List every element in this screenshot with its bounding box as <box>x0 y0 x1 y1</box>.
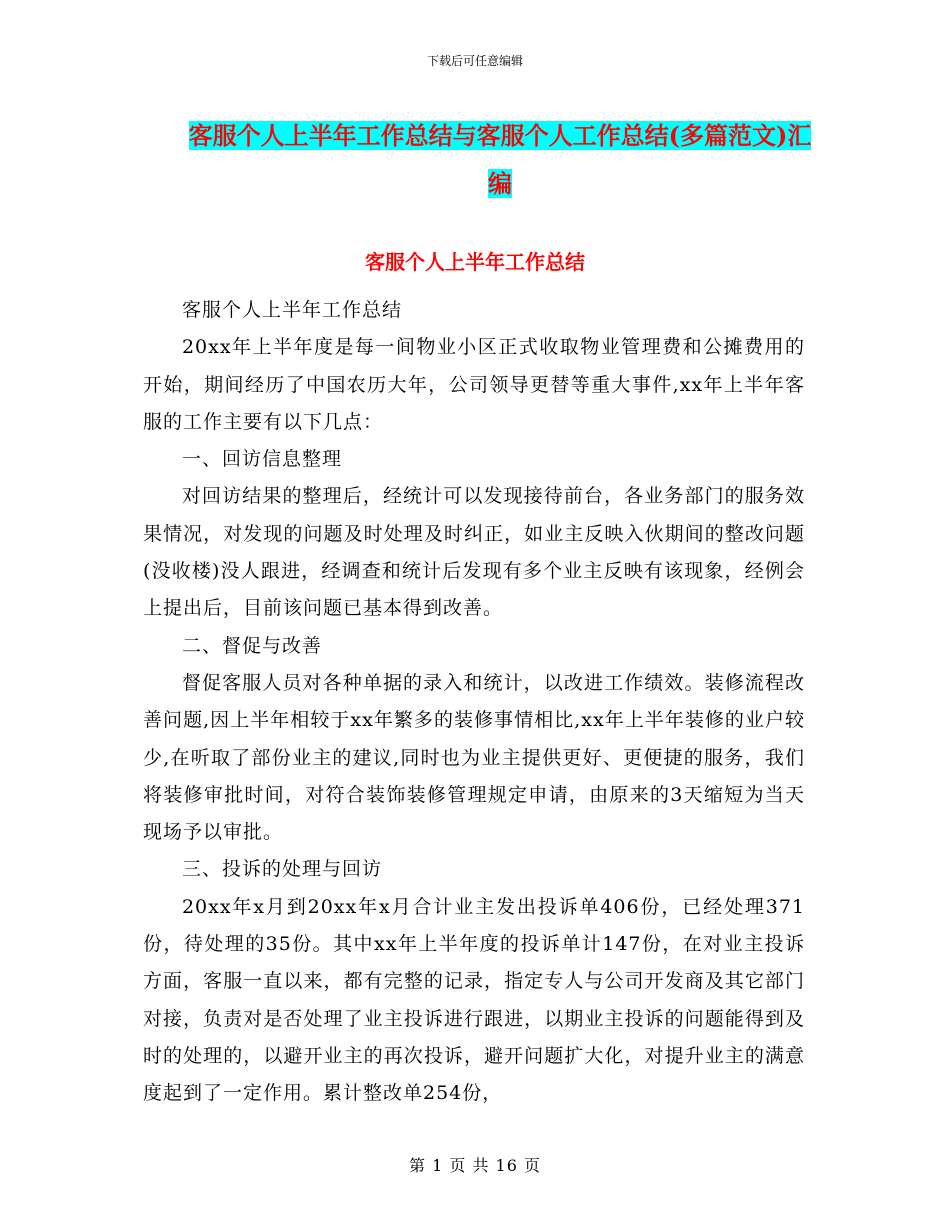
page-footer: 第 1 页 共 16 页 <box>409 1156 541 1175</box>
paragraph: 督促客服人员对各种单据的录入和统计，以改进工作绩效。装修流程改善问题,因上半年相较于xx年繁多的装修事情相比,xx年上半年装修的业户较少,在听取了部份业主的建议,同时也为业主提供更好、更便捷的服务，我们将装修审批时间，对符合装饰装修管理规定申请，由原来的3天缩短为当天现场予以审批。 <box>143 671 805 844</box>
paragraph: 20xx年上半年度是每一间物业小区正式收取物业管理费和公摊费用的开始，期间经历了中国农历大年，公司领导更替等重大事件,xx年上半年客服的工作主要有以下几点： <box>143 336 805 433</box>
paragraph: 客服个人上半年工作总结 <box>181 299 402 321</box>
document-title-text: 客服个人上半年工作总结与客服个人工作总结(多篇范文)汇编 <box>188 121 812 198</box>
paragraph: 对回访结果的整理后，经统计可以发现接待前台，各业务部门的服务效果情况，对发现的问题及时处理及时纠正，如业主反映入伙期间的整改问题(没收楼)没人跟进，经调查和统计后发现有多个业主反映有该现象，经例会上提出后，目前该问题已基本得到改善。 <box>143 485 805 620</box>
paragraph: 一、回访信息整理 <box>181 448 342 471</box>
document-title <box>185 112 815 208</box>
header-note: 下载后可任意编辑 <box>426 54 523 68</box>
paragraph: 20xx年x月到20xx年x月合计业主发出投诉单406份，已经处理371份，待处理的35份。其中xx年上半年度的投诉单计147份，在对业主投诉方面，客服一直以来，都有完整的记录，指定专人与公司开发商及其它部门对接，负责对是否处理了业主投诉进行跟进，以期业主投诉的问题能得到及时的处理的，以避开业主的再次投诉，避开问题扩大化，对提升业主的满意度起到了一定作用。累计整改单254份， <box>143 895 805 1105</box>
paragraph: 三、投诉的处理与回访 <box>181 858 382 881</box>
paragraph: 二、督促与改善 <box>181 634 322 657</box>
section-title: 客服个人上半年工作总结 <box>365 250 585 274</box>
document-body <box>143 292 805 1113</box>
